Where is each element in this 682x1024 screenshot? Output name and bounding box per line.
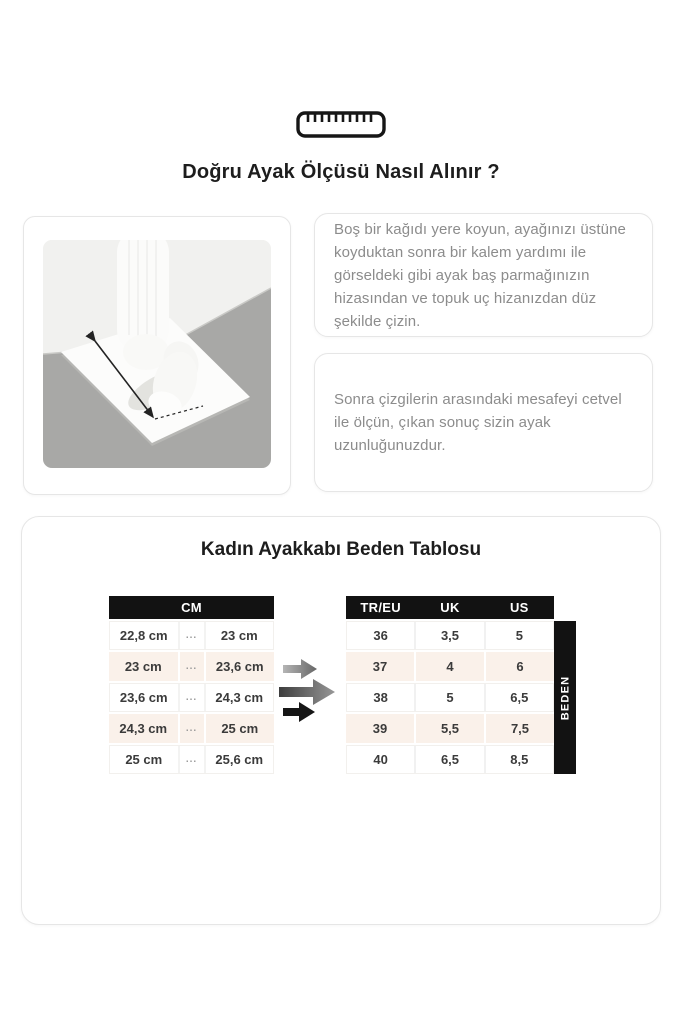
three-right-arrows-icon (279, 655, 341, 723)
cm-row: 23 cm ... 23,6 cm (109, 652, 274, 681)
beden-vertical-label: BEDEN (554, 621, 576, 774)
instruction-text-1: Boş bir kağıdı yere koyun, ayağınızı üstüne koyduktan sonra bir kalem yardımı ile görseldeki gibi ayak baş parmağınızın hizasından ve topuk uç hizanızdan düz şekilde çizin. (334, 220, 626, 330)
size-row: 39 5,5 7,5 (346, 714, 554, 743)
range-dots: ... (178, 746, 206, 773)
size-row: 36 3,5 5 (346, 621, 554, 650)
arrow-right-icon (283, 702, 315, 722)
size-table-card (21, 516, 661, 925)
cm-table (109, 596, 274, 776)
instruction-box-1 (314, 213, 653, 337)
range-dots: ... (178, 622, 206, 649)
instruction-box-2 (314, 353, 653, 492)
page-title: Doğru Ayak Ölçüsü Nasıl Alınır ? (182, 161, 500, 183)
cm-row: 23,6 cm ... 24,3 cm (109, 683, 274, 712)
arrow-right-icon (283, 659, 317, 679)
cm-row: 22,8 cm ... 23 cm (109, 621, 274, 650)
measurement-photo-card (23, 216, 291, 495)
range-dots: ... (178, 652, 206, 681)
conversion-table-header (346, 596, 554, 619)
range-dots: ... (178, 714, 206, 743)
cm-table-header: CM (109, 596, 274, 619)
header-uk: UK (440, 600, 460, 615)
size-row: 37 4 6 (346, 652, 554, 681)
header-us: US (509, 600, 529, 615)
ruler-icon (295, 109, 387, 139)
range-dots: ... (178, 684, 206, 711)
header-tr-eu: TR/EU (360, 600, 401, 615)
cm-row: 25 cm ... 25,6 cm (109, 745, 274, 774)
size-row: 38 5 6,5 (346, 683, 554, 712)
instruction-text-2: Sonra çizgilerin arasındaki mesafeyi cetvel ile ölçün, çıkan sonuç sizin ayak uzunluğunuzdur. (334, 391, 622, 454)
conversion-table (346, 596, 554, 776)
size-table-title: Kadın Ayakkabı Beden Tablosu (200, 539, 482, 560)
cm-row: 24,3 cm ... 25 cm (109, 714, 274, 743)
size-row: 40 6,5 8,5 (346, 745, 554, 774)
arrow-right-icon (279, 679, 335, 705)
measurement-photo (43, 240, 271, 468)
